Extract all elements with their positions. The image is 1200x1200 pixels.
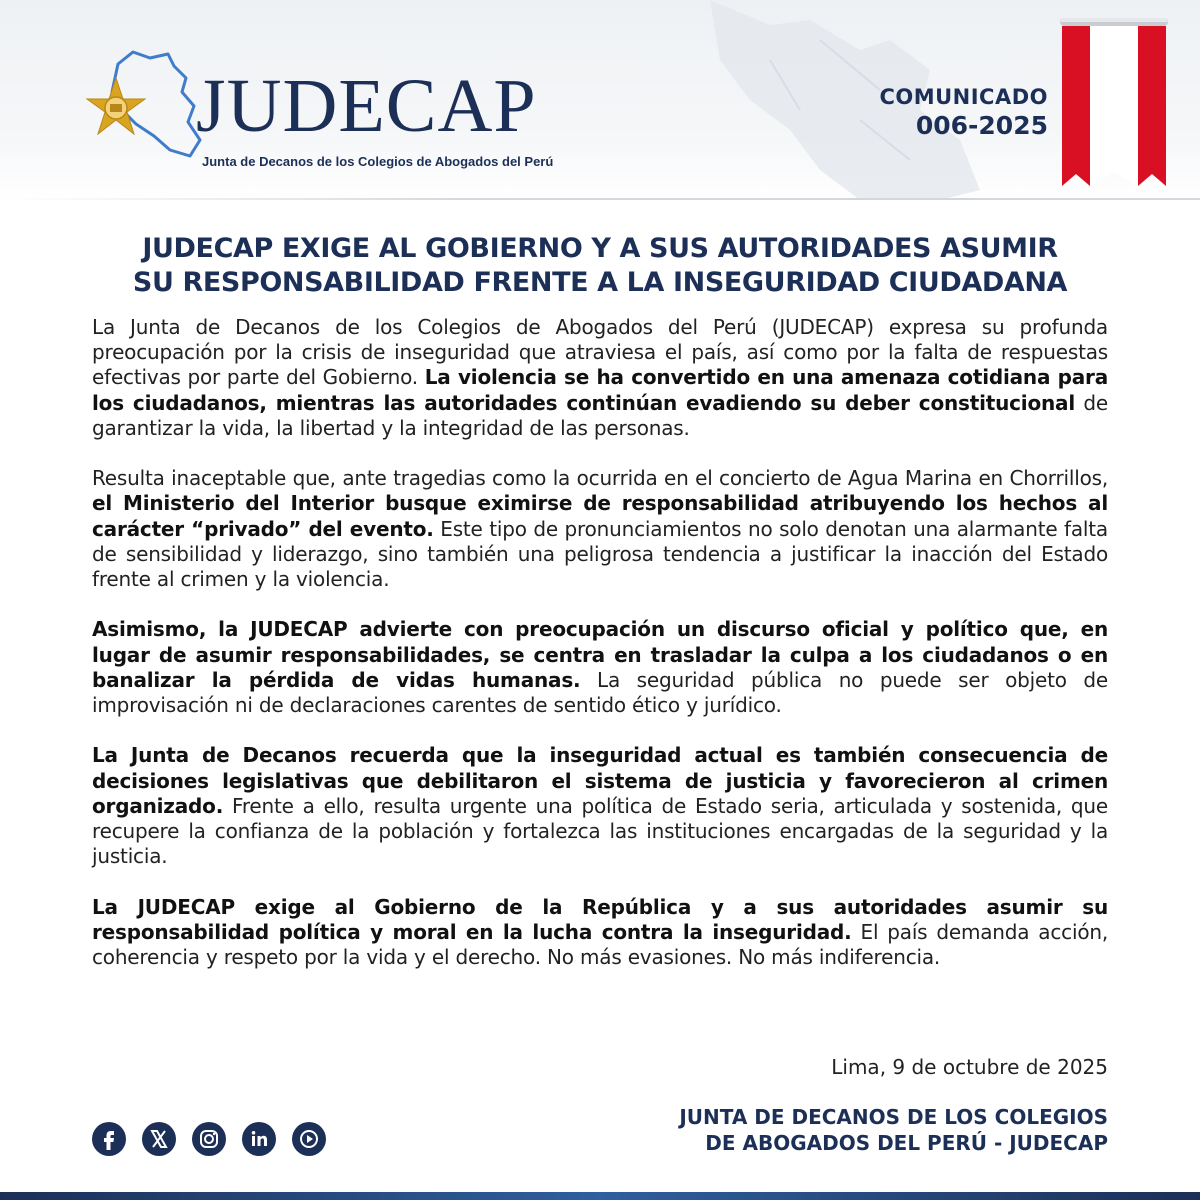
- comunicado-label-block: [879, 84, 1048, 142]
- paragraph-2: [92, 466, 1108, 592]
- x-icon[interactable]: [142, 1122, 176, 1156]
- instagram-icon[interactable]: [192, 1122, 226, 1156]
- youtube-icon[interactable]: [292, 1122, 326, 1156]
- comunicado-number: 006-2025: [915, 111, 1048, 140]
- paragraph-text: Este tipo de pronunciamientos no solo denotan una alarmante falta de sensibilidad y liderazgo, sino también una peligrosa tendencia a justificar la inacción del Estado frente al crimen y la violencia.: [92, 516, 1108, 592]
- title-line-2: SU RESPONSABILIDAD FRENTE A LA INSEGURIDAD CIUDADANA: [132, 267, 1068, 298]
- judecap-emblem-logo: [78, 44, 208, 162]
- paragraph-text: Frente a ello, resulta urgente una política de Estado seria, articulada y sostenida, que recupere la confianza de la población y fortalezca las instituciones encargadas de la seguridad y la justicia.: [92, 793, 1108, 869]
- signature-block: [679, 1104, 1108, 1156]
- date-line: Lima, 9 de octubre de 2025: [831, 1055, 1108, 1079]
- paragraph-1: [92, 315, 1108, 441]
- paragraph-text: Resulta inaceptable que, ante tragedias como la ocurrida en el concierto de Agua Marina en Chorrillos,: [92, 466, 1108, 491]
- paragraph-text: La Junta de Decanos de los Colegios de Abogados del Perú (JUDECAP) expresa su profunda preocupación por la crisis de inseguridad que atraviesa el país, así como por la falta de respuestas efectivas por parte del Gobierno.: [92, 315, 1108, 390]
- logo-wordmark: JUDECAP: [196, 64, 537, 148]
- paragraph-bold-text: La violencia se ha convertido en una amenaza cotidiana para los ciudadanos, mientras las autoridades continúan evadiendo su deber constitucional: [92, 365, 1109, 415]
- paragraph-3: [92, 617, 1108, 718]
- paragraph-text: El país demanda acción, coherencia y respeto por la vida y el derecho. No más evasiones. No más indiferencia.: [92, 919, 1108, 970]
- social-links: [92, 1122, 326, 1156]
- header: [0, 0, 1200, 200]
- logo-subtitle: Junta de Decanos de los Colegios de Abogados del Perú: [202, 154, 554, 169]
- paragraph-text: La seguridad pública no puede ser objeto de improvisación ni de declaraciones carentes de sentido ético y jurídico.: [92, 667, 1108, 718]
- statement-body: [92, 315, 1108, 995]
- paragraph-bold-text: Asimismo, la JUDECAP advierte con preocupación un discurso oficial y político que, en lugar de asumir responsabilidades, se centra en trasladar la culpa a los ciudadanos o en banalizar la pérdida de vidas humanas.: [92, 617, 1108, 692]
- page-title: [60, 232, 1140, 300]
- signature-line-1: JUNTA DE DECANOS DE LOS COLEGIOS: [679, 1105, 1108, 1129]
- paragraph-bold-text: La Junta de Decanos recuerda que la inseguridad actual es también consecuencia de decisiones legislativas que debilitaron el sistema de justicia y favorecieron al crimen organizado.: [92, 743, 1108, 818]
- comunicado-label: COMUNICADO: [879, 85, 1048, 109]
- header-divider: [0, 198, 1200, 200]
- title-line-1: JUDECAP EXIGE AL GOBIERNO Y A SUS AUTORIDADES ASUMIR: [142, 233, 1058, 264]
- paragraph-4: [92, 743, 1108, 869]
- linkedin-icon[interactable]: [242, 1122, 276, 1156]
- paragraph-text: de garantizar la vida, la libertad y la integridad de las personas.: [92, 390, 1108, 440]
- facebook-icon[interactable]: [92, 1122, 126, 1156]
- paragraph-bold-text: el Ministerio del Interior busque eximirse de responsabilidad atribuyendo los hechos al carácter “privado” del evento.: [92, 491, 1108, 541]
- paragraph-5: [92, 895, 1108, 971]
- peru-flag-ribbon: [1058, 14, 1170, 190]
- paragraph-bold-text: La JUDECAP exige al Gobierno de la República y a sus autoridades asumir su responsabilidad política y moral en la lucha contra la inseguridad.: [92, 894, 1108, 944]
- bottom-accent-bar: [0, 1192, 1200, 1200]
- signature-line-2: DE ABOGADOS DEL PERÚ - JUDECAP: [705, 1131, 1108, 1155]
